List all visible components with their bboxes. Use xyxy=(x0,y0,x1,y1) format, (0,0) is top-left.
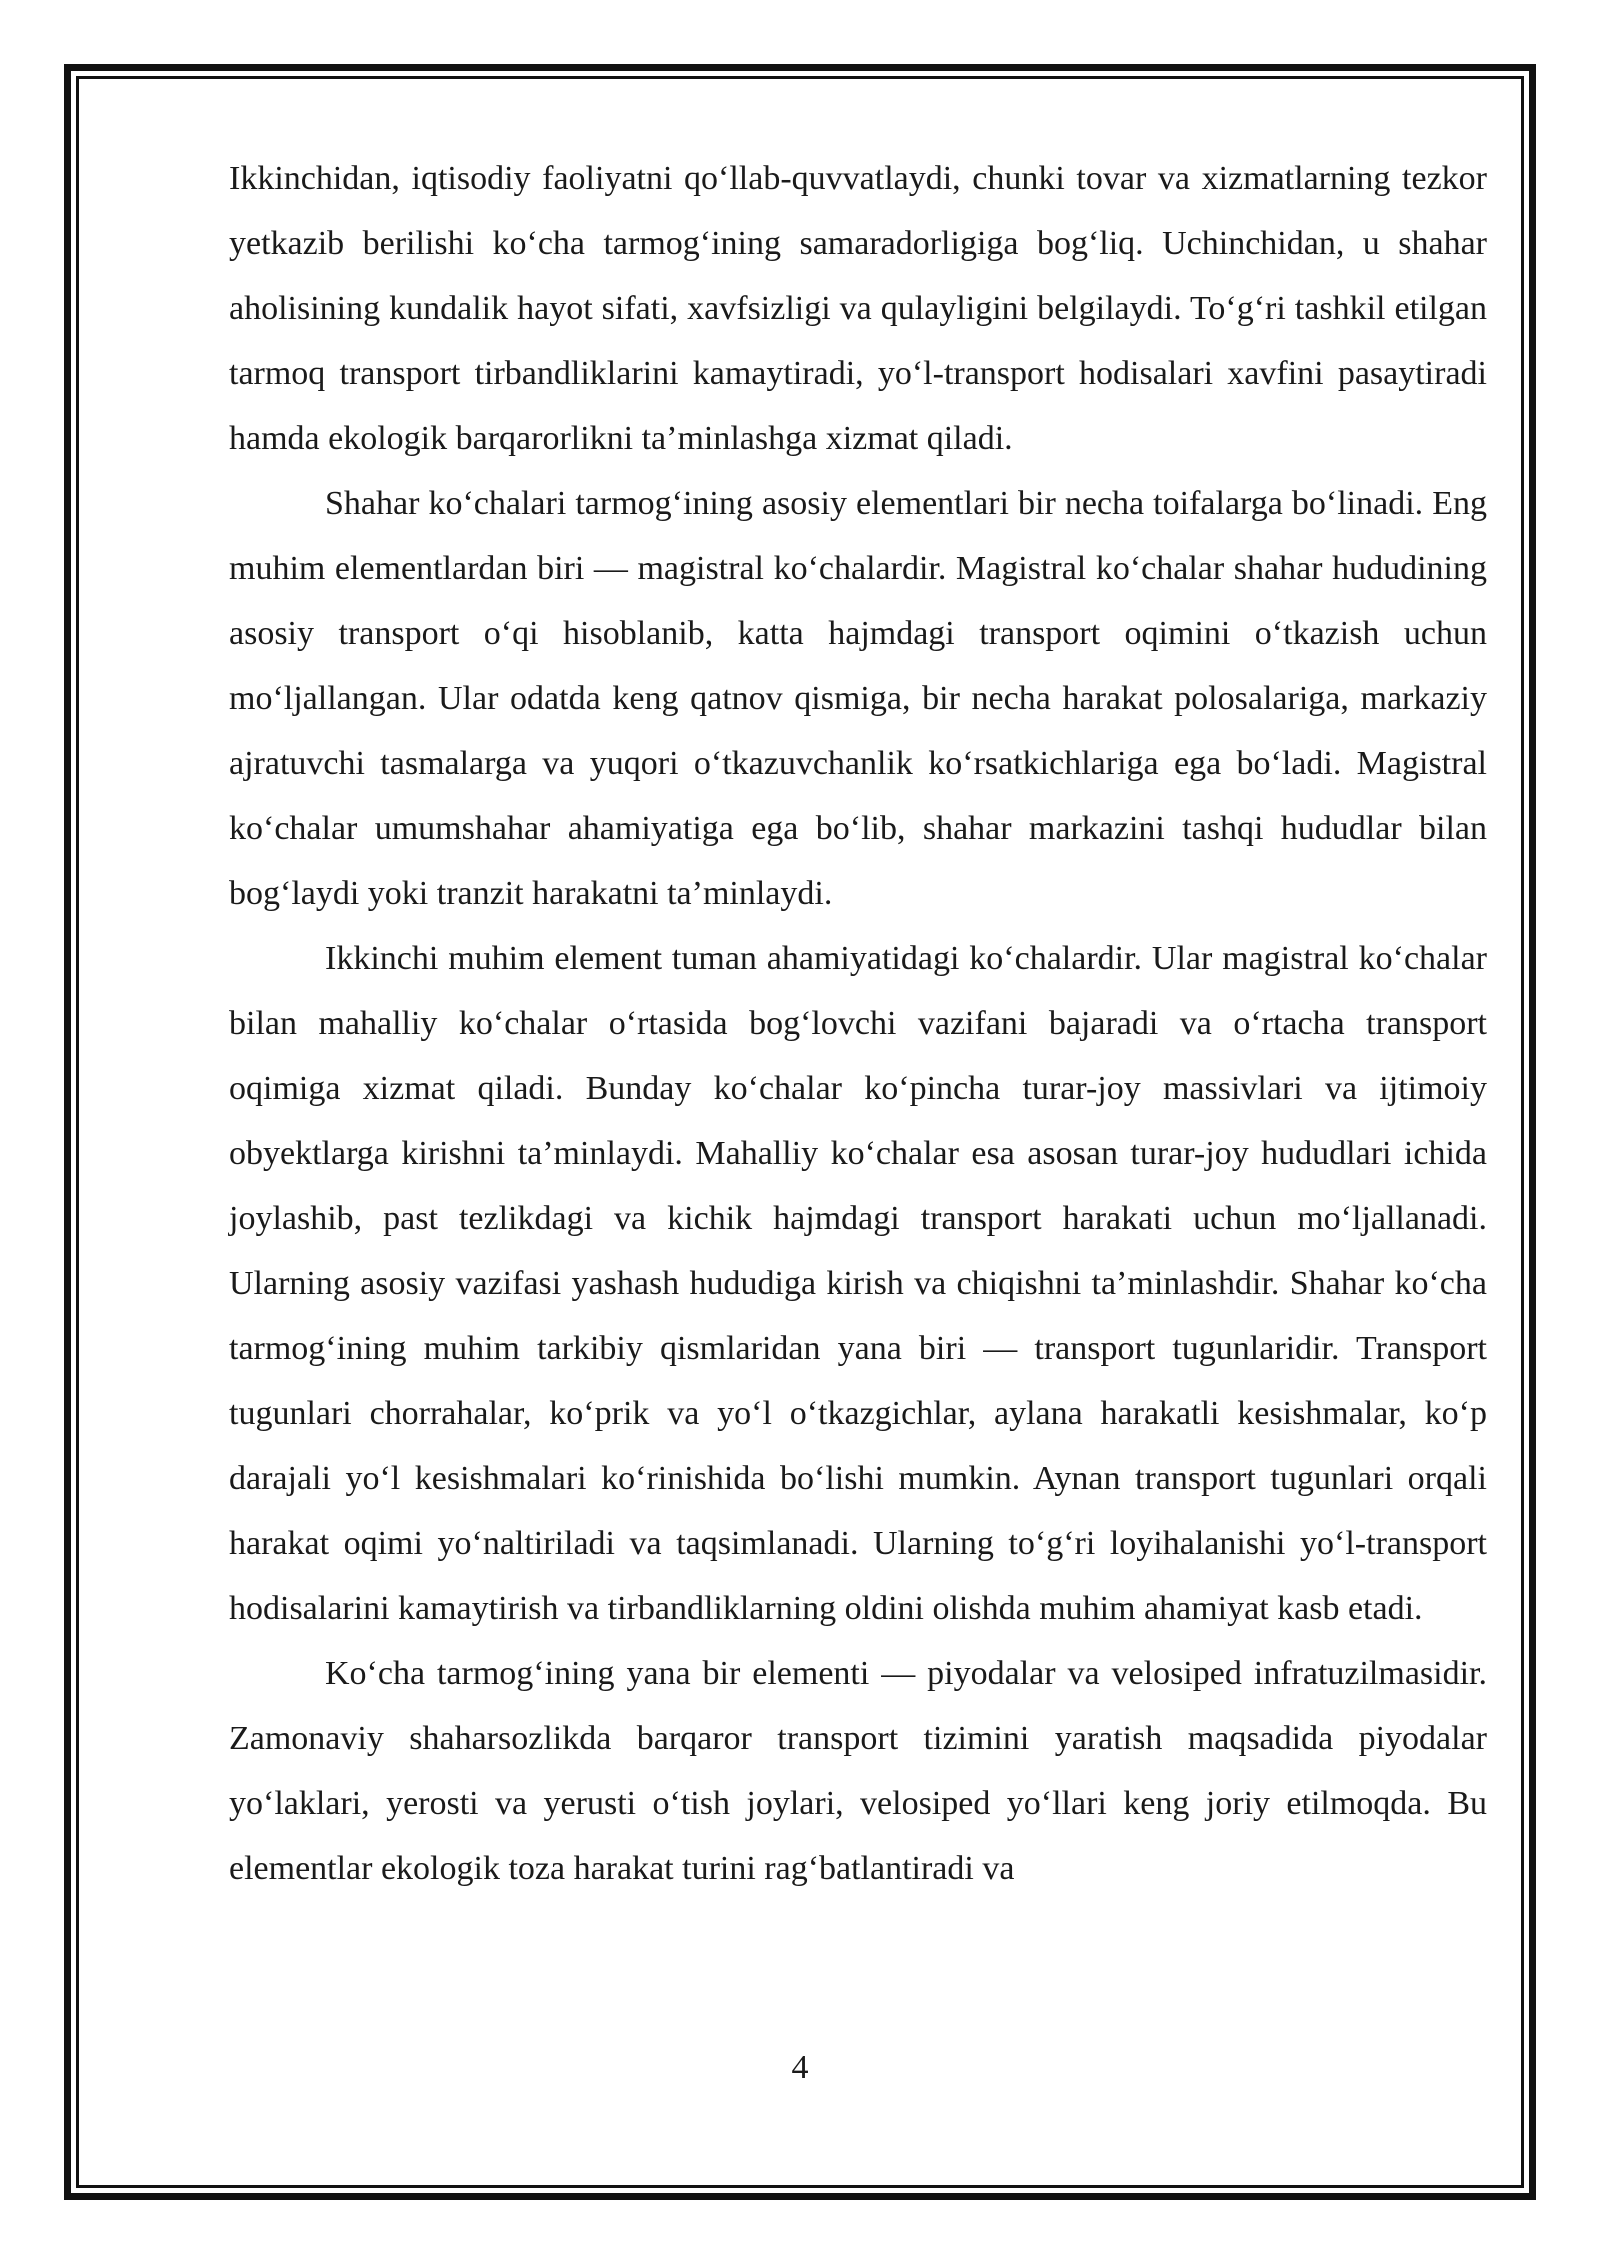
paragraph: Ikkinchidan, iqtisodiy faoliyatni qo‘llab-quvvatlaydi, chunki tovar va xizmatlarning tezkor yetkazib berilishi ko‘cha tarmog‘ining samaradorligiga bog‘liq. Uchinchidan, u shahar aholisining kundalik hayot sifati, xavfsizligi va qulayligini belgilaydi. To‘g‘ri tashkil etilgan tarmoq transport tirbandliklarini kamaytiradi, yo‘l-transport hodisalari xavfini pasaytiradi hamda ekologik barqarorlikni ta’minlashga xizmat qiladi. xyxy=(229,160,1487,457)
page-number: 4 xyxy=(791,2049,809,2086)
paragraph: Ikkinchi muhim element tuman ahamiyatidagi ko‘chalardir. Ular magistral ko‘chalar bilan mahalliy ko‘chalar o‘rtasida bog‘lovchi vazifani bajaradi va o‘rtacha transport oqimiga xizmat qiladi. Bunday ko‘chalar ko‘pincha turar-joy massivlari va ijtimoiy obyektlarga kirishni ta’minlaydi. Mahalliy ko‘chalar esa asosan turar-joy hududlari ichida joylashib, past tezlikdagi va kichik hajmdagi transport harakati uchun mo‘ljallanadi. Ularning asosiy vazifasi yashash hududiga kirish va chiqishni ta’minlashdir. Shahar ko‘cha tarmog‘ining muhim tarkibiy qismlaridan yana biri — transport tugunlaridir. Transport tugunlari chorrahalar, ko‘prik va yo‘l o‘tkazgichlar, aylana harakatli kesishmalar, ko‘p darajali yo‘l kesishmalari ko‘rinishida bo‘lishi mumkin. Aynan transport tugunlari orqali harakat oqimi yo‘naltiriladi va taqsimlanadi. Ularning to‘g‘ri loyihalanishi yo‘l-transport hodisalarini kamaytirish va tirbandliklarning oldini olishda muhim ahamiyat kasb etadi. xyxy=(229,940,1487,1627)
document-body xyxy=(229,146,1487,1901)
paragraph: Ko‘cha tarmog‘ining yana bir elementi — piyodalar va velosiped infratuzilmasidir. Zamonaviy shaharsozlikda barqaror transport tizimini yaratish maqsadida piyodalar yo‘laklari, yerosti va yerusti o‘tish joylari, velosiped yo‘llari keng joriy etilmoqda. Bu elementlar ekologik toza harakat turini rag‘batlantiradi va xyxy=(229,1655,1487,1887)
paragraph: Shahar ko‘chalari tarmog‘ining asosiy elementlari bir necha toifalarga bo‘linadi. Eng muhim elementlardan biri — magistral ko‘chalardir. Magistral ko‘chalar shahar hududining asosiy transport o‘qi hisoblanib, katta hajmdagi transport oqimini o‘tkazish uchun mo‘ljallangan. Ular odatda keng qatnov qismiga, bir necha harakat polosalariga, markaziy ajratuvchi tasmalarga va yuqori o‘tkazuvchanlik ko‘rsatkichlariga ega bo‘ladi. Magistral ko‘chalar umumshahar ahamiyatiga ega bo‘lib, shahar markazini tashqi hududlar bilan bog‘laydi yoki tranzit harakatni ta’minlaydi. xyxy=(229,485,1487,912)
